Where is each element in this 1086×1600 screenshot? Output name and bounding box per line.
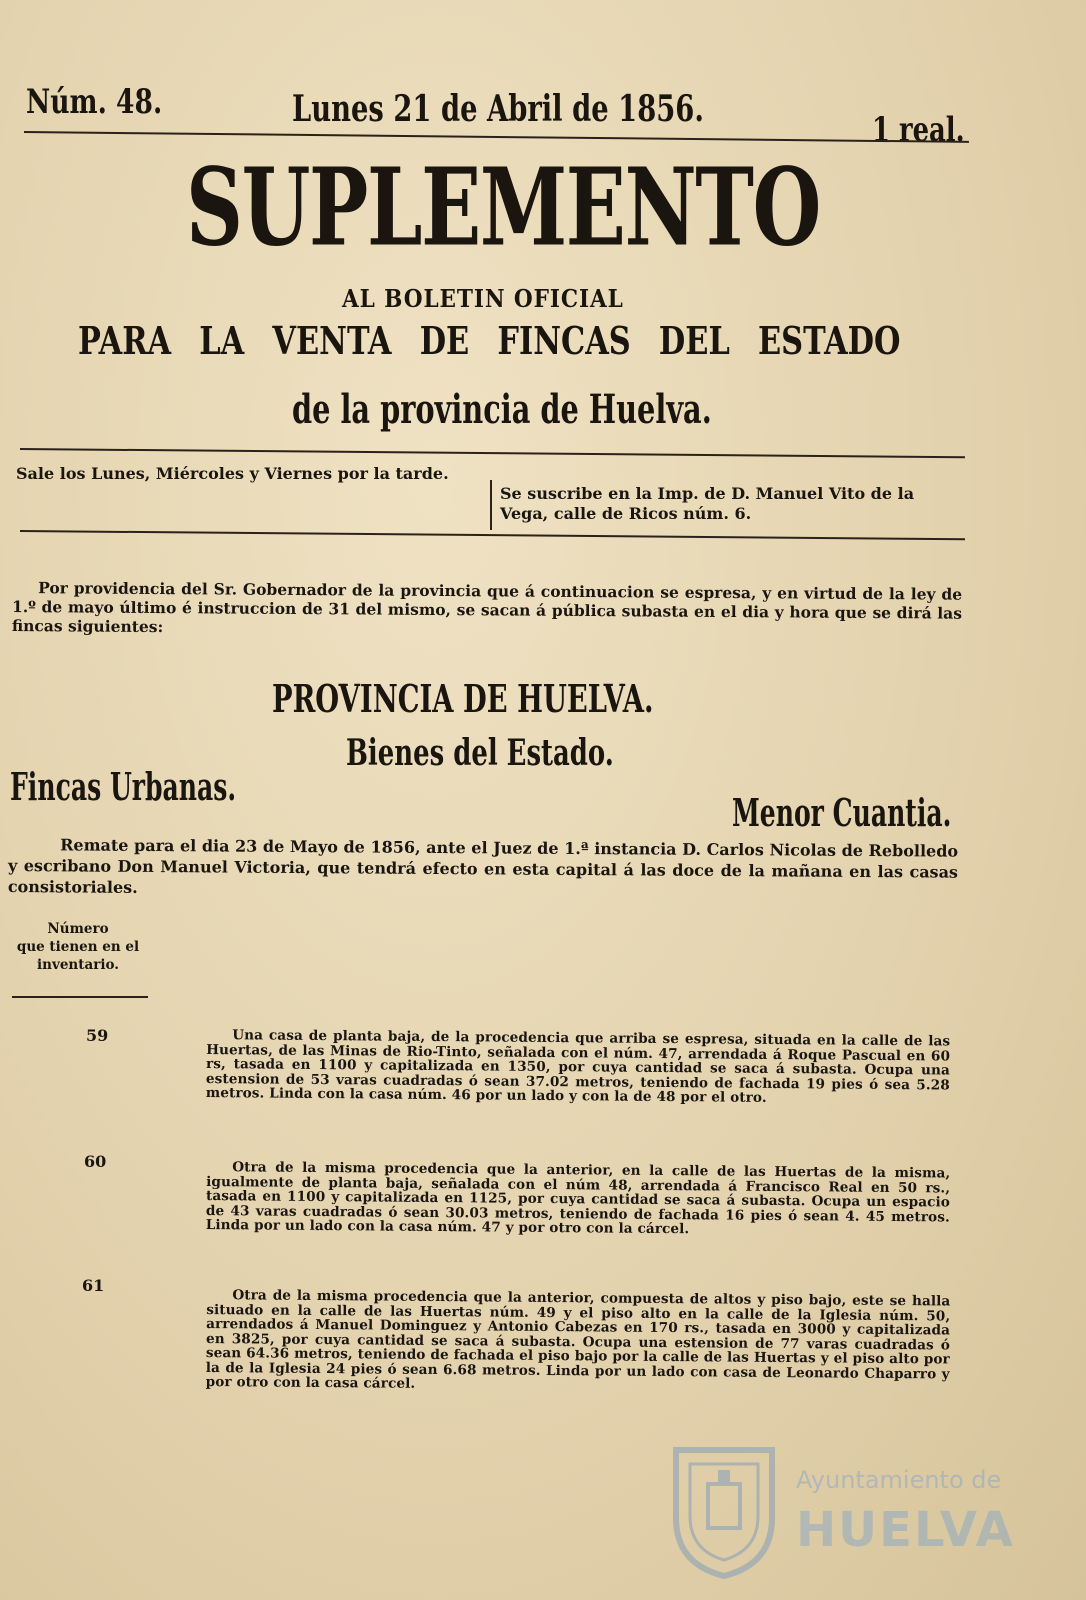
urban-heading: Fincas Urbanas.	[10, 764, 237, 809]
city-crest-icon	[668, 1440, 780, 1580]
column-divider	[490, 480, 492, 530]
publication-schedule: Sale los Lunes, Miércoles y Viernes por la tarde.	[16, 464, 449, 483]
inventory-header-line3: inventario.	[37, 957, 119, 973]
issue-price: 1 real.	[872, 110, 965, 150]
minor-heading: Menor Cuantia.	[732, 790, 952, 835]
province-heading: PROVINCIA DE HUELVA.	[272, 676, 654, 721]
inventory-rule	[12, 996, 148, 998]
issue-date: Lunes 21 de Abril de 1856.	[292, 88, 704, 130]
entry-text: Una casa de planta baja, de la procedencia que arriba se espresa, situada en la calle de las Huertas, de las Minas de Rio-Tinto, señalada con el núm. 47, arrendada á Roque Pascual en 60 rs, tasada en 1100 y capitalizada en 1350, por cuya cantidad se saca á subasta. Ocupa una estension de 53 varas cuadradas ó sean 37.02 metros, teniendo de fachada 19 pies ó sea 5.28 metros. Linda con la casa núm. 46 por un lado y con la de 48 por el otro.	[205, 1027, 951, 1106]
header-rule	[24, 131, 969, 143]
inventory-header-line1: Número	[47, 921, 109, 937]
entry-number: 60	[84, 1152, 107, 1171]
auction-paragraph: Remate para el dia 23 de Mayo de 1856, ante el Juez de 1.ª instancia D. Carlos Nicolas de Rebolledo y escribano Don Manuel Victoria, que tendrá efecto en esta capital á las doce de la mañana en las casas consistoriales.	[7, 835, 959, 897]
inventory-header-line2: que tienen en el	[16, 939, 140, 955]
info-rule	[20, 530, 965, 540]
entry-text: Otra de la misma procedencia que la anterior, en la calle de las Huertas de la misma, igualmente de planta baja, señalada con el núm 48, arrendada á Francisco Real en 50 rs., tasada en 1100 y capitalizada en 1125, por cuya cantidad se saca á subasta. Ocupa un espacio de 43 varas cuadradas ó sean 30.03 metros, teniendo de fachada 16 pies ó sean 4. 45 metros. Linda por un lado con la casa núm. 47 y por otro con la cárcel.	[205, 1159, 951, 1238]
goods-heading: Bienes del Estado.	[346, 732, 614, 774]
intro-paragraph: Por providencia del Sr. Gobernador de la provincia que á continuacion se espresa, y en virtud de la ley de 1.º de mayo último é instruccion de 31 del mismo, se sacan á pública subasta en el dia y hora que se dirá las fincas siguientes:	[11, 578, 963, 637]
inventory-header	[8, 920, 148, 974]
entry-number: 59	[86, 1026, 109, 1045]
issue-number: Núm. 48.	[26, 82, 163, 122]
watermark-line2: HUELVA	[796, 1502, 1015, 1558]
masthead-line2: PARA LA VENTA DE FINCAS DEL ESTADO	[78, 318, 901, 363]
masthead-subtitle: AL BOLETIN OFICIAL	[342, 284, 624, 313]
masthead-title: SUPLEMENTO	[186, 145, 821, 271]
entry-number: 61	[82, 1276, 105, 1295]
watermark-line1: Ayuntamiento de	[796, 1466, 1002, 1494]
entry-text: Otra de la misma procedencia que la anterior, compuesta de altos y piso bajo, este se halla situado en la calle de las Huertas núm. 49 y el piso alto en la calle de la Iglesia núm. 50, arrendados á Manuel Dominguez y Antonio Cabezas en 170 rs., tasada en 3000 y capitalizada en 3825, por cuya cantidad se saca á subasta. Ocupa una estension de 77 varas cuadradas ó sean 64.36 metros, teniendo de fachada el piso bajo por la calle de las Huertas y el piso alto por la de la Iglesia 24 pies ó sean 6.68 metros. Linda por un lado con casa de Leonardo Chaparro y por otro con la casa cárcel.	[205, 1287, 951, 1392]
masthead-line3: de la provincia de Huelva.	[292, 386, 712, 433]
masthead-rule	[20, 448, 965, 458]
subscription-info: Se suscribe en la Imp. de D. Manuel Vito de la Vega, calle de Ricos núm. 6.	[500, 484, 915, 523]
